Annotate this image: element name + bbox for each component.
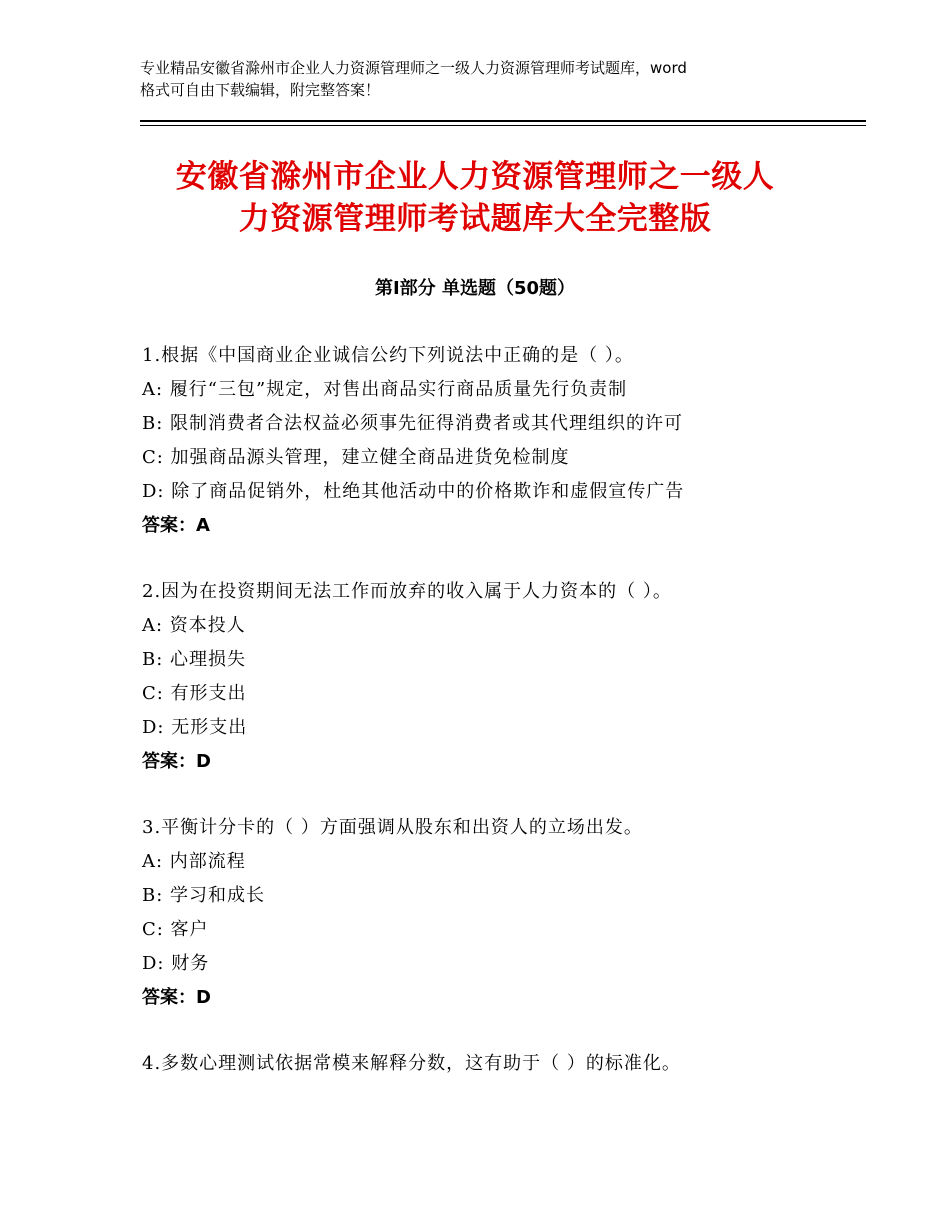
question-stem: 2.因为在投资期间无法工作而放弃的收入属于人力资本的（ ）。 — [142, 581, 672, 602]
question-3 — [142, 811, 842, 1015]
option-a: A: 资本投人 — [142, 615, 246, 636]
question-1 — [142, 339, 842, 543]
answer: 答案：A — [142, 515, 210, 536]
header-note-line-2: 格式可自由下载编辑，附完整答案！ — [140, 81, 381, 99]
option-b: B: 心理损失 — [142, 649, 247, 670]
header-divider-thick — [140, 120, 866, 122]
option-a: A: 履行“三包”规定，对售出商品实行商品质量先行负责制 — [142, 379, 628, 400]
header-note — [140, 57, 840, 101]
option-c: C: 客户 — [142, 919, 209, 940]
option-a: A: 内部流程 — [142, 851, 246, 872]
header-divider-thin — [140, 125, 866, 126]
option-c: C: 有形支出 — [142, 683, 247, 704]
option-c: C: 加强商品源头管理，建立健全商品进货免检制度 — [142, 447, 570, 468]
section-title: 第Ⅰ部分 单选题（50题） — [374, 278, 575, 299]
question-2 — [142, 575, 842, 779]
question-stem: 1.根据《中国商业企业诚信公约下列说法中正确的是（ ）。 — [142, 345, 634, 366]
document-title-line-2: 力资源管理师考试题库大全完整版 — [238, 201, 712, 237]
option-b: B: 学习和成长 — [142, 885, 266, 906]
option-b: B: 限制消费者合法权益必须事先征得消费者或其代理组织的许可 — [142, 413, 684, 434]
question-stem: 3.平衡计分卡的（ ）方面强调从股东和出资人的立场出发。 — [142, 817, 643, 838]
document-title-line-1: 安徽省滁州市企业人力资源管理师之一级人 — [175, 159, 775, 195]
question-stem: 4.多数心理测试依据常模来解释分数，这有助于（ ）的标准化。 — [142, 1053, 681, 1074]
answer: 答案：D — [142, 751, 211, 772]
option-d: D: 无形支出 — [142, 717, 248, 738]
answer: 答案：D — [142, 987, 211, 1008]
question-4 — [142, 1047, 842, 1081]
question-list — [142, 339, 842, 1113]
header-note-line-1: 专业精品安徽省滁州市企业人力资源管理师之一级人力资源管理师考试题库，word — [140, 59, 687, 77]
document-title — [100, 156, 850, 240]
option-d: D: 财务 — [142, 953, 210, 974]
option-d: D: 除了商品促销外，杜绝其他活动中的价格欺诈和虚假宣传广告 — [142, 481, 685, 502]
